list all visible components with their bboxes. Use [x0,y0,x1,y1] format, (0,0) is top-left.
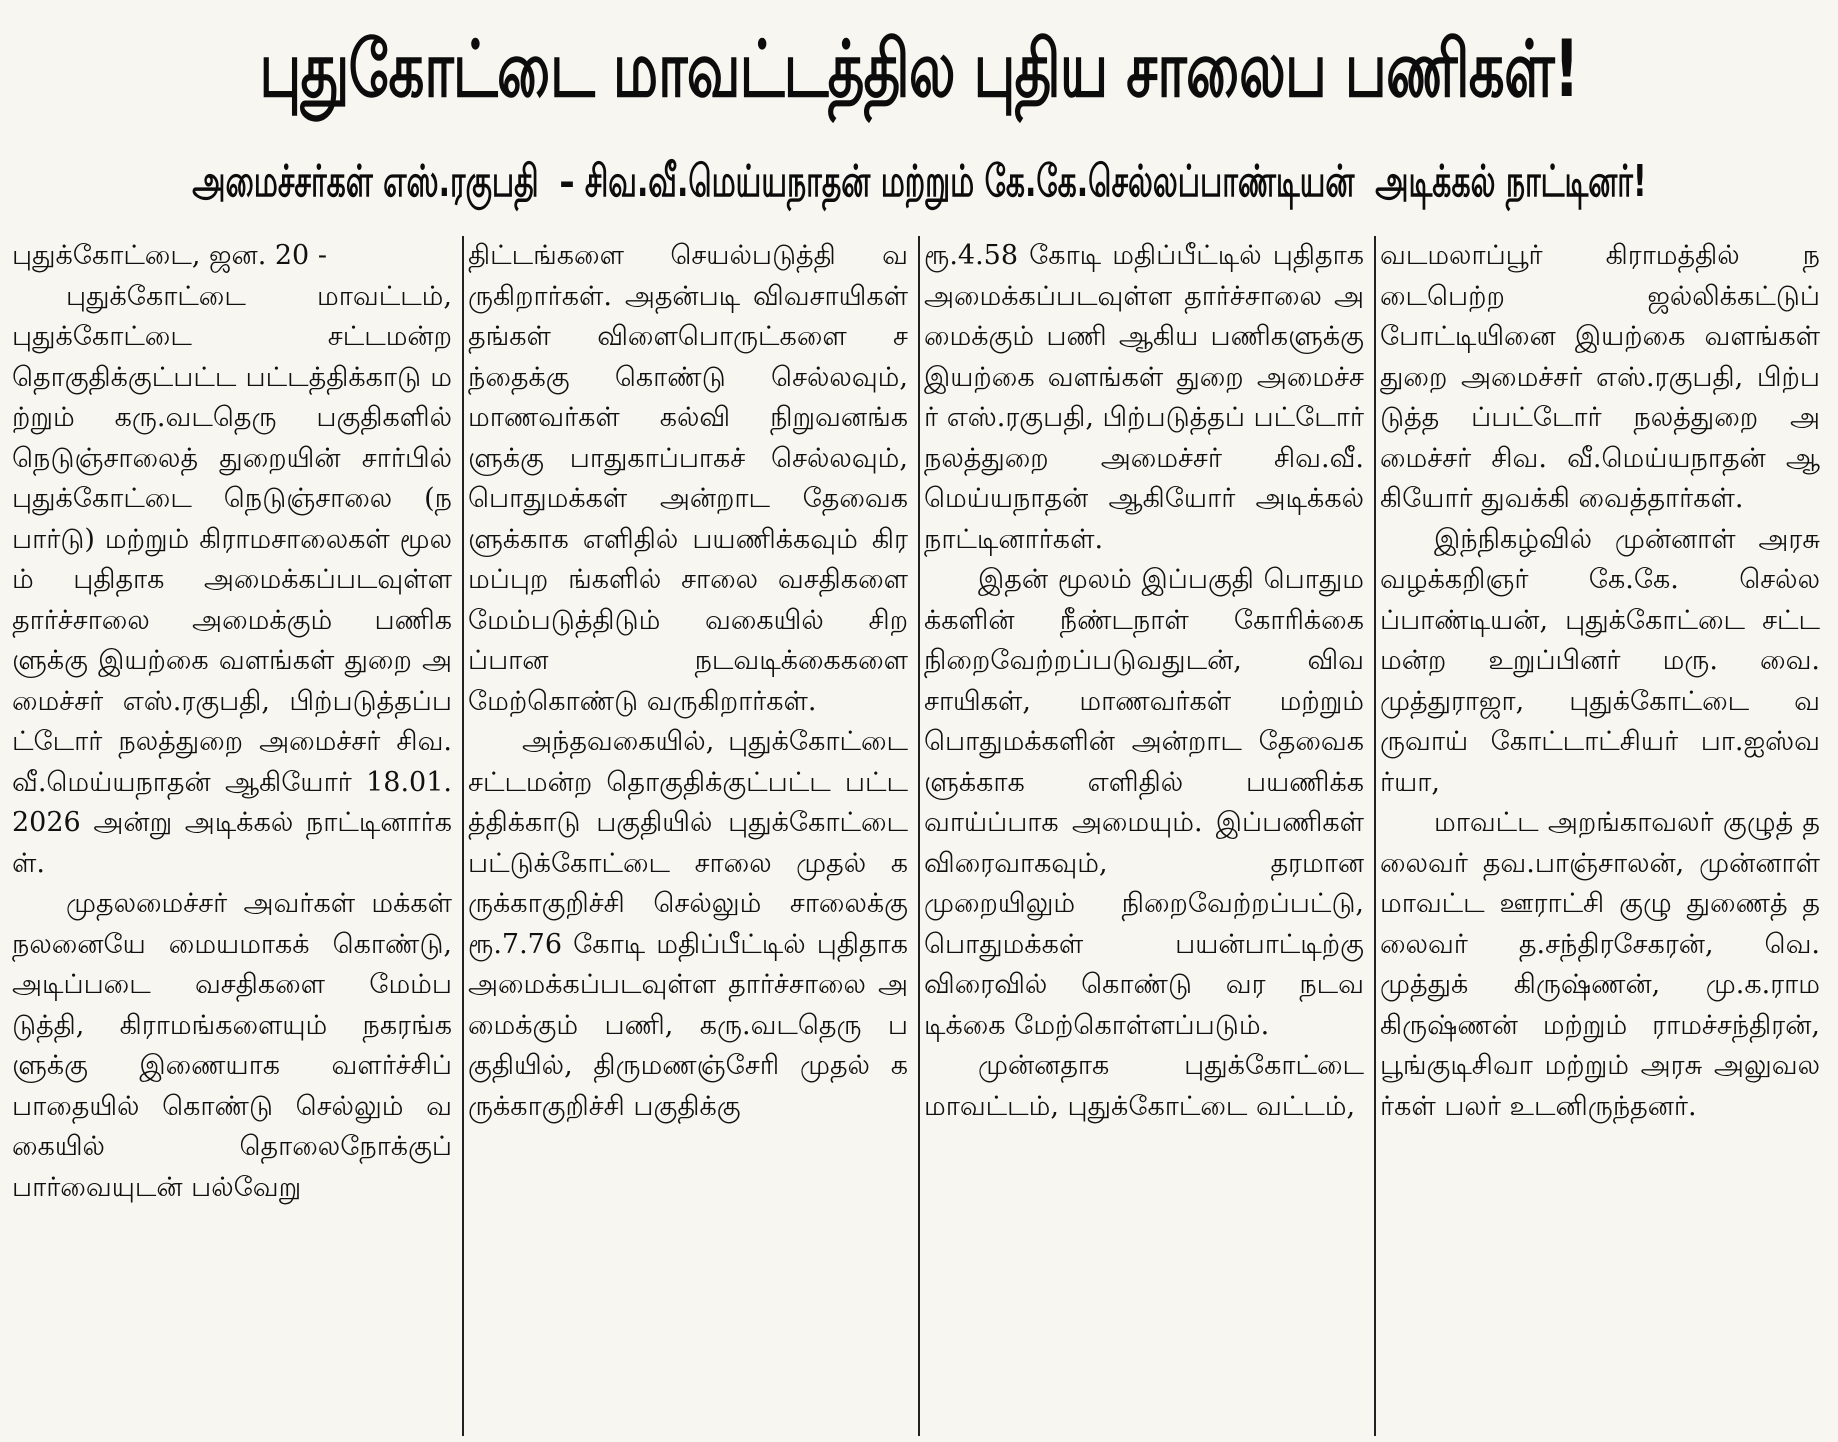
article-paragraph: அந்தவகையில், புதுக்கோட்டை சட்டமன்ற தொகுதிக்குட்பட்ட பட்டத்திக்காடு பகுதியில் புதுக்கோட்டை பட்டுக்கோட்டை சாலை முதல் கருக்காகுறிச்சி செல்லும் சாலைக்கு ரூ.7.76 கோடி மதிப்பீட்டில் புதிதாக அமைக்கப்படவுள்ள தார்ச்சாலை அமைக்கும் பணி, கரு.வடதெரு பகுதியில், திருமணஞ்சேரி முதல் கருக்காகுறிச்சி பகுதிக்கு [468,726,908,1122]
article-column-3 [920,236,1376,1436]
article-paragraph: புதுக்கோட்டை மாவட்டம், புதுக்கோட்டை சட்டமன்ற தொகுதிக்குட்பட்ட பட்டத்திக்காடு மற்றும் கரு.வடதெரு பகுதிகளில் நெடுஞ்சாலைத் துறையின் சார்பில் புதுக்கோட்டை நெடுஞ்சாலை (நபார்டு) மற்றும் கிராமசாலைகள் மூலம் புதிதாக அமைக்கப்படவுள்ள தார்ச்சாலை அமைக்கும் பணிகளுக்கு இயற்கை வளங்கள் துறை அமைச்சர் எஸ்.ரகுபதி, பிற்படுத்தப்பட்டோர் நலத்துறை அமைச்சர் சிவ. வீ.மெய்யநாதன் ஆகியோர் 18.01.2026 அன்று அடிக்கல் நாட்டினார்கள். [12,280,452,879]
article-paragraph: மாவட்ட அறங்காவலர் குழுத் தலைவர் தவ.பாஞ்சாலன், முன்னாள் மாவட்ட ஊராட்சி குழு துணைத் தலைவர் த.சந்திரசேகரன், வெ.முத்துக் கிருஷ்ணன், மு.க.ராமகிருஷ்ணன் மற்றும் ராமச்சந்திரன், பூங்குடிசிவா மற்றும் அரசு அலுவலர்கள் பலர் உடனிருந்தனர். [1380,807,1820,1122]
article-column-4 [1376,236,1830,1436]
article-paragraph: ரூ.4.58 கோடி மதிப்பீட்டில் புதிதாக அமைக்கப்படவுள்ள தார்ச்சாலை அமைக்கும் பணி ஆகிய பணிகளுக்கு இயற்கை வளங்கள் துறை அமைச்சர் எஸ்.ரகுபதி, பிற்படுத்தப் பட்டோர் நலத்துறை அமைச்சர் சிவ.வீ.மெய்யநாதன் ஆகியோர் அடிக்கல் நாட்டினார்கள். [924,240,1365,555]
article-columns [8,236,1830,1436]
article-column-1 [8,236,464,1436]
article-paragraph: இந்நிகழ்வில் முன்னாள் அரசு வழக்கறிஞர் கே.கே. செல்லப்பாண்டியன், புதுக்கோட்டை சட்டமன்ற உறுப்பினர் மரு. வை.முத்துராஜா, புதுக்கோட்டை வருவாய் கோட்டாட்சியர் பா.ஐஸ்வர்யா, [1380,523,1820,798]
subheadline [0,142,1838,222]
article-paragraph: முதலமைச்சர் அவர்கள் மக்கள் நலனையே மையமாகக் கொண்டு, அடிப்படை வசதிகளை மேம்படுத்தி, கிராமங்களையும் நகரங்களுக்கு இணையாக வளர்ச்சிப் பாதையில் கொண்டு செல்லும் வகையில் தொலைநோக்குப் பார்வையுடன் பல்வேறு [12,888,452,1203]
article-paragraph: திட்டங்களை செயல்படுத்தி வருகிறார்கள். அதன்படி விவசாயிகள் தங்கள் விளைபொருட்களை சந்தைக்கு கொண்டு செல்லவும், மாணவர்கள் கல்வி நிறுவனங்களுக்கு பாதுகாப்பாகச் செல்லவும், பொதுமக்கள் அன்றாட தேவைகளுக்காக எளிதில் பயணிக்கவும் கிரமப்புற ங்களில் சாலை வசதிகளை மேம்படுத்திடும் வகையில் சிறப்பான நடவடிக்கைகளை மேற்கொண்டு வருகிறார்கள். [468,240,908,717]
dateline: புதுக்கோட்டை, ஜன. 20 - [12,240,327,271]
article-column-2 [464,236,920,1436]
headline-text: புதுகோட்டை மாவட்டத்தில புதிய சாலைப பணிகள்! [259,25,1579,115]
article-paragraph: வடமலாப்பூர் கிராமத்தில் நடைபெற்ற ஜல்லிக்கட்டுப் போட்டியினை இயற்கை வளங்கள் துறை அமைச்சர் எஸ்.ரகுபதி, பிற்படுத்த ப்பட்டோர் நலத்துறை அமைச்சர் சிவ. வீ.மெய்யநாதன் ஆகியோர் துவக்கி வைத்தார்கள். [1380,240,1820,514]
article-paragraph: இதன் மூலம் இப்பகுதி பொதுமக்களின் நீண்டநாள் கோரிக்கை நிறைவேற்றப்படுவதுடன், விவசாயிகள், மாணவர்கள் மற்றும் பொதுமக்களின் அன்றாட தேவைகளுக்காக எளிதில் பயணிக்க வாய்ப்பாக அமையும். இப்பணிகள் விரைவாகவும், தரமான முறையிலும் நிறைவேற்றப்பட்டு, பொதுமக்கள் பயன்பாட்டிற்கு விரைவில் கொண்டு வர நடவடிக்கை மேற்கொள்ளப்படும். [924,564,1364,1041]
headline [0,0,1838,140]
subheadline-text: அமைச்சர்கள் எஸ்.ரகுபதி – சிவ.வீ.மெய்யநாதன் மற்றும் கே.கே.செல்லப்பாண்டியன் அடிக்கல் நாட்டினர்! [191,156,1647,207]
article-paragraph: முன்னதாக புதுக்கோட்டை மாவட்டம், புதுக்கோட்டை வட்டம், [924,1050,1364,1122]
